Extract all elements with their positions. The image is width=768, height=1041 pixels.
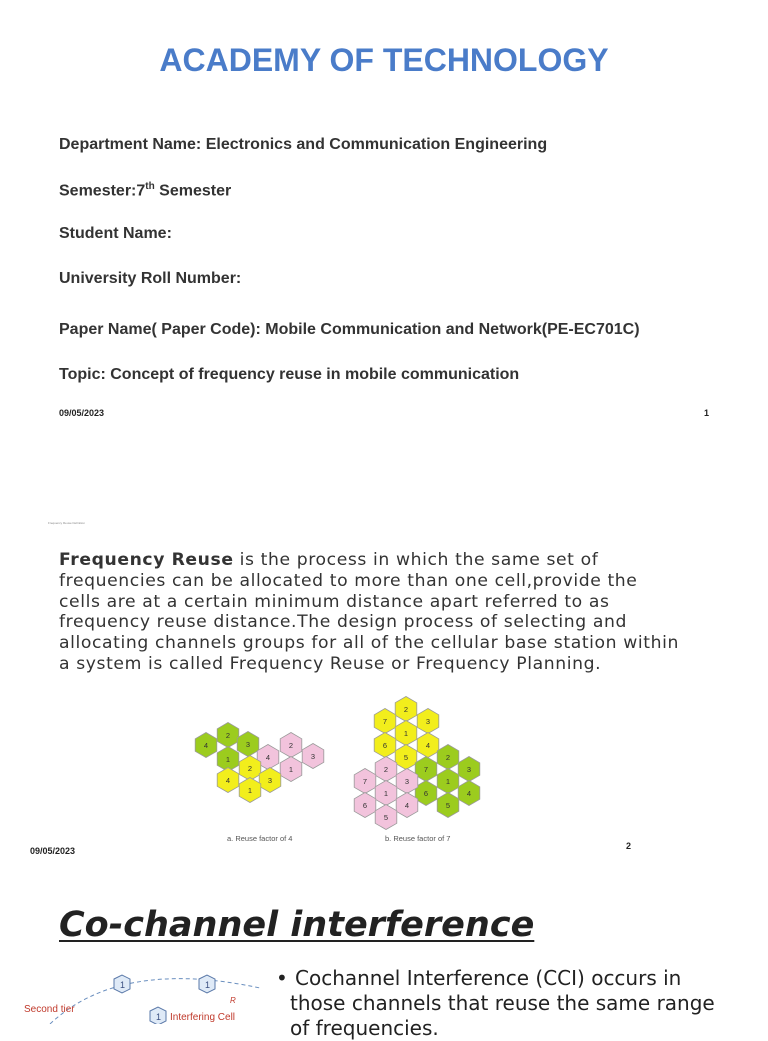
paragraph-line-3: cells are at a certain minimum distance apart referred to as xyxy=(59,591,610,612)
caption-reuse-factor-4: a. Reuse factor of 4 xyxy=(227,834,293,843)
radius-label: R xyxy=(230,996,236,1005)
semester: Semester:7th Semester xyxy=(59,181,232,200)
bullet-dot: • xyxy=(276,966,288,990)
paragraph-line-6: a system is called Frequency Reuse or Frequency Planning. xyxy=(59,653,602,674)
hex-cell-label: 1 xyxy=(247,786,253,795)
hex-cell-label: 1 xyxy=(288,765,294,774)
caption-reuse-factor-7: b. Reuse factor of 7 xyxy=(385,834,451,843)
reuse-factor-diagram xyxy=(185,690,490,850)
bullet-line-3: of frequencies. xyxy=(290,1016,439,1040)
hex-cell-label: 7 xyxy=(382,717,388,726)
hex-cell-label: 4 xyxy=(265,753,271,762)
cci-bullet xyxy=(276,966,736,1041)
department-name: Department Name: Electronics and Communication Engineering xyxy=(59,136,548,153)
cochannel-diagram xyxy=(20,960,270,1024)
paragraph-line-4: frequency reuse distance.The design process of selecting and xyxy=(59,612,628,633)
slide1-date: 09/05/2023 xyxy=(59,408,105,418)
hex-cell-label: 2 xyxy=(247,764,253,773)
hex-cell-label: 4 xyxy=(225,776,231,785)
hex-cell-label: 5 xyxy=(383,813,389,822)
hex-cell-label: 1 xyxy=(225,755,231,764)
interfering-cell-label: Interfering Cell xyxy=(170,1012,236,1023)
slide1-page-number: 1 xyxy=(704,408,710,418)
interfering-cell-hexagon-label: 1 xyxy=(156,1012,162,1022)
hex-cell-label: 1 xyxy=(445,777,451,786)
slide2-date: 09/05/2023 xyxy=(30,846,76,856)
hex-cell-label: 3 xyxy=(245,740,251,749)
slide2-page-number: 2 xyxy=(626,841,632,851)
cell-hexagon-1-label: 1 xyxy=(120,980,126,990)
university-roll-number: University Roll Number: xyxy=(59,270,242,287)
paragraph-line-5: allocating channels groups for all of the cellular base station within xyxy=(59,633,679,654)
hex-cell-label: 2 xyxy=(403,705,409,714)
topic: Topic: Concept of frequency reuse in mobile communication xyxy=(59,366,520,383)
paper-name: Paper Name( Paper Code): Mobile Communication and Network(PE-EC701C) xyxy=(59,321,640,338)
hex-cell-label: 7 xyxy=(423,765,429,774)
hex-cell-label: 6 xyxy=(362,801,368,810)
paragraph-line-1: Frequency Reuse is the process in which the same set of xyxy=(59,550,599,570)
hex-cell-label: 7 xyxy=(362,777,368,786)
hex-cell-label: 3 xyxy=(404,777,410,786)
hex-cell-label: 4 xyxy=(425,741,431,750)
hex-cell-label: 4 xyxy=(404,801,410,810)
hex-cell-label: 5 xyxy=(403,753,409,762)
slide2-tiny-header: Frequency Reuse Definition xyxy=(48,521,86,525)
cochannel-interference-title: Co-channel interference xyxy=(59,905,535,945)
frequency-reuse-term: Frequency Reuse xyxy=(59,550,234,570)
slide1-title: ACADEMY OF TECHNOLOGY xyxy=(159,42,609,78)
hex-cell-label: 2 xyxy=(445,753,451,762)
student-name: Student Name: xyxy=(59,225,172,242)
hex-cell-label: 6 xyxy=(382,741,388,750)
cell-hexagon-2-label: 1 xyxy=(205,980,211,990)
hex-cell-label: 3 xyxy=(466,765,472,774)
hex-cell-label: 2 xyxy=(383,765,389,774)
hex-cell-label: 5 xyxy=(445,801,451,810)
hex-cell-label: 3 xyxy=(267,776,273,785)
hex-cell-label: 3 xyxy=(310,752,316,761)
second-tier-label: Second tier xyxy=(24,1004,75,1015)
paragraph-line-2: frequencies can be allocated to more than one cell,provide the xyxy=(59,570,638,591)
hex-cell-label: 4 xyxy=(203,741,209,750)
hex-cell-label: 2 xyxy=(225,731,231,740)
hex-cell-label: 6 xyxy=(423,789,429,798)
bullet-line-2: those channels that reuse the same range xyxy=(290,991,715,1015)
bullet-line-1: Cochannel Interference (CCI) occurs in xyxy=(295,966,682,990)
hex-cell-label: 2 xyxy=(288,741,294,750)
hex-cell-label: 1 xyxy=(403,729,409,738)
frequency-reuse-paragraph xyxy=(59,550,719,675)
hex-cell-label: 4 xyxy=(466,789,472,798)
hex-cell-label: 3 xyxy=(425,717,431,726)
hex-cell-label: 1 xyxy=(383,789,389,798)
